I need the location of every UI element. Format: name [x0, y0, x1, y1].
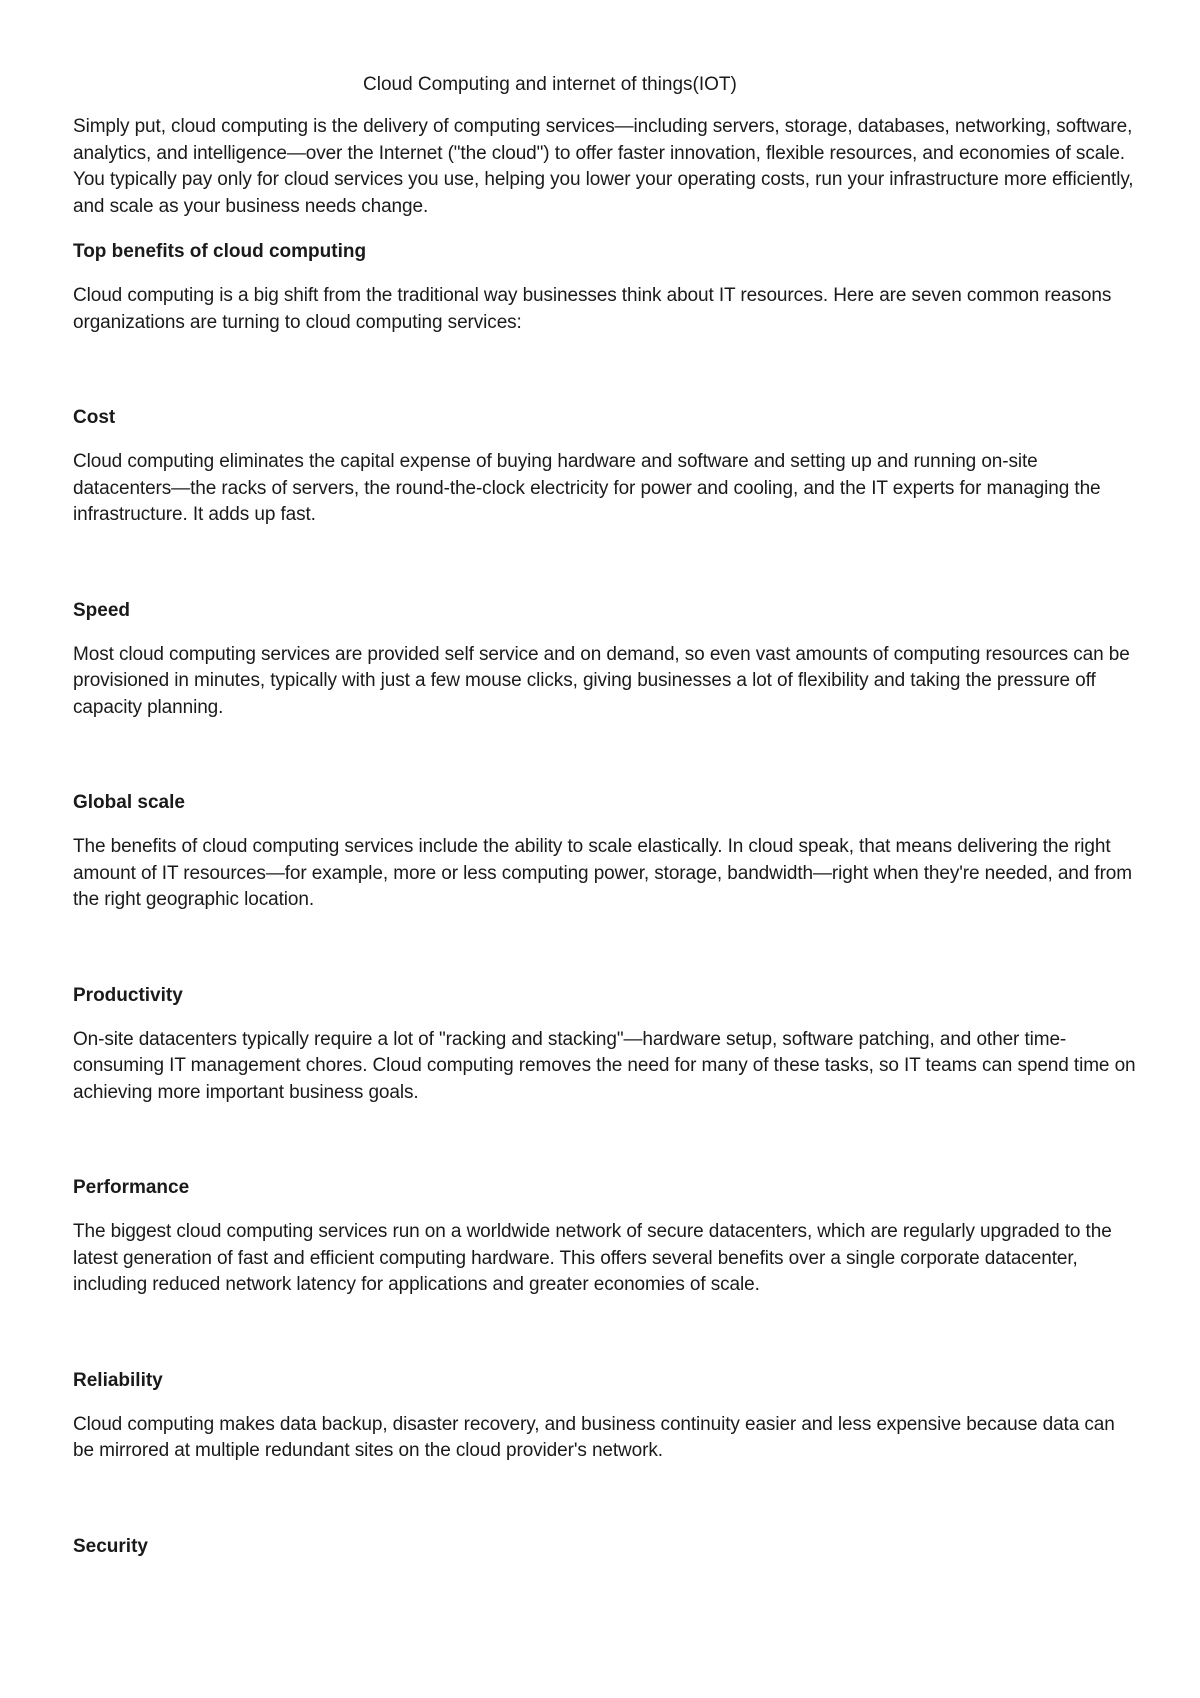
benefit-body-global-scale: The benefits of cloud computing services include the ability to scale elastically. In cloud speak, that means delivering the right amount of IT resources—for example, more or less computing power, storage, bandwidth—right when they're needed, and from the right geographic location.	[73, 836, 1132, 910]
benefit-body-speed: Most cloud computing services are provided self service and on demand, so even vast amounts of computing resources can be provisioned in minutes, typically with just a few mouse clicks, giving businesses a lot of flexibility and taking the pressure off capacity planning.	[73, 643, 1130, 718]
benefit-heading-cost: Cost	[73, 407, 116, 428]
benefit-body-productivity: On-site datacenters typically require a lot of "racking and stacking"—hardware setup, software patching, and other time-consuming IT management chores. Cloud computing removes the need for many of these tasks, so IT teams can spend time on achieving more important business goals.	[73, 1028, 1136, 1103]
benefit-security	[73, 1534, 1138, 1560]
benefit-productivity	[73, 983, 1138, 1107]
benefit-heading-reliability: Reliability	[73, 1369, 163, 1391]
benefit-performance	[73, 1175, 1138, 1299]
benefit-heading-security: Security	[73, 1535, 148, 1557]
benefit-body-reliability: Cloud computing makes data backup, disaster recovery, and business continuity easier and less expensive because data can be mirrored at multiple redundant sites on the cloud provider's network.	[73, 1413, 1115, 1461]
benefit-speed	[73, 598, 1138, 722]
section-intro-paragraph: Cloud computing is a big shift from the traditional way businesses think about IT resources. Here are seven common reasons organizations are turning to cloud computing services:	[73, 285, 1112, 333]
benefit-body-performance: The biggest cloud computing services run on a worldwide network of secure datacenters, which are regularly upgraded to the latest generation of fast and efficient computing hardware. This offers several benefits over a single corporate datacenter, including reduced network latency for applications and greater economies of scale.	[73, 1221, 1112, 1295]
document-title: Cloud Computing and internet of things(IOT)	[363, 74, 737, 95]
document-content	[73, 72, 1138, 1578]
benefit-heading-global-scale: Global scale	[73, 792, 185, 813]
benefit-body-cost: Cloud computing eliminates the capital expense of buying hardware and software and setting up and running on-site datacenters—the racks of servers, the round-the-clock electricity for power and cooling, and the IT experts for managing the infrastructure. It adds up fast.	[73, 451, 1101, 525]
benefit-heading-productivity: Productivity	[73, 984, 183, 1006]
benefit-cost	[73, 405, 1138, 529]
benefit-heading-performance: Performance	[73, 1177, 190, 1198]
benefit-reliability	[73, 1368, 1138, 1465]
section-heading: Top benefits of cloud computing	[73, 241, 367, 262]
benefit-global-scale	[73, 790, 1138, 914]
intro-paragraph: Simply put, cloud computing is the delivery of computing services—including servers, storage, databases, networking, software, analytics, and intelligence—over the Internet ("the cloud") to offer faster innovation, flexible resources, and economies of scale. You typically pay only for cloud services you use, helping you lower your operating costs, run your infrastructure more efficiently, and scale as your business needs change.	[73, 116, 1134, 217]
benefit-heading-speed: Speed	[73, 599, 131, 621]
